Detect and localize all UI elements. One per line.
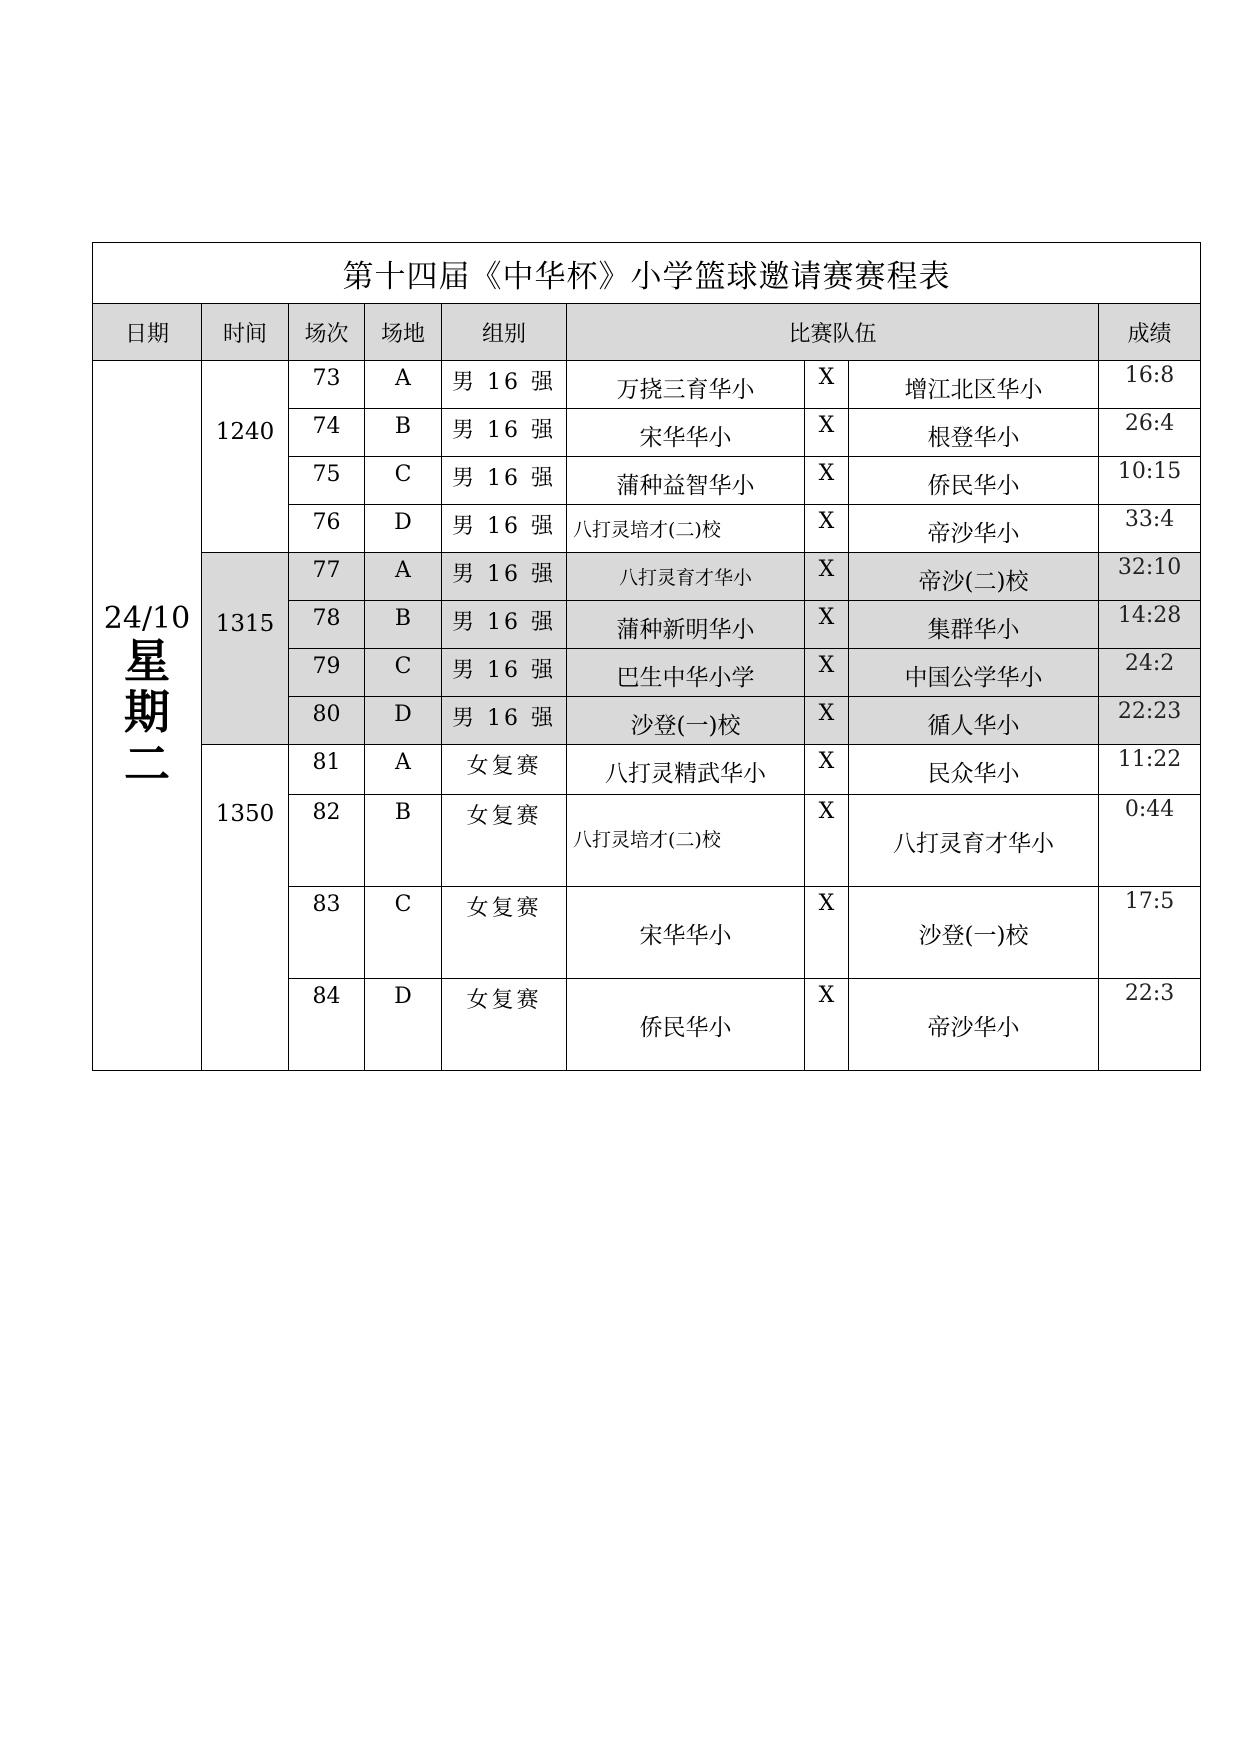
- match-no: 73: [289, 361, 365, 409]
- weekday-char: 星: [124, 633, 170, 688]
- vs-mark: X: [805, 979, 849, 1071]
- group: 男 16 强: [442, 457, 567, 505]
- court: B: [365, 795, 442, 887]
- vs-mark: X: [805, 553, 849, 601]
- score: 0:44: [1099, 795, 1201, 887]
- match-no: 76: [289, 505, 365, 553]
- vs-mark: X: [805, 361, 849, 409]
- vs-mark: X: [805, 409, 849, 457]
- group: 女复赛: [442, 887, 567, 979]
- team-a: 八打灵育才华小: [567, 553, 805, 601]
- table-row: [93, 745, 1201, 795]
- court: A: [365, 745, 442, 795]
- match-no: 74: [289, 409, 365, 457]
- team-a: 八打灵培才(二)校: [567, 505, 805, 553]
- team-b: 民众华小: [849, 745, 1099, 795]
- court: B: [365, 601, 442, 649]
- team-a: 宋华华小: [567, 409, 805, 457]
- court: D: [365, 697, 442, 745]
- vs-mark: X: [805, 601, 849, 649]
- group: 男 16 强: [442, 601, 567, 649]
- header-teams: 比赛队伍: [567, 304, 1099, 361]
- group: 男 16 强: [442, 553, 567, 601]
- group: 男 16 强: [442, 649, 567, 697]
- team-a: 侨民华小: [567, 979, 805, 1071]
- team-a: 巴生中华小学: [567, 649, 805, 697]
- vs-mark: X: [805, 745, 849, 795]
- team-b: 帝沙华小: [849, 979, 1099, 1071]
- court: C: [365, 649, 442, 697]
- weekday-char: 期: [124, 685, 170, 740]
- group: 男 16 强: [442, 697, 567, 745]
- group: 女复赛: [442, 795, 567, 887]
- header-match-no: 场次: [289, 304, 365, 361]
- team-b: 中国公学华小: [849, 649, 1099, 697]
- vs-mark: X: [805, 505, 849, 553]
- header-date: 日期: [93, 304, 202, 361]
- score: 26:4: [1099, 409, 1201, 457]
- team-b: 侨民华小: [849, 457, 1099, 505]
- header-score: 成绩: [1099, 304, 1201, 361]
- vs-mark: X: [805, 649, 849, 697]
- group: 女复赛: [442, 979, 567, 1071]
- match-no: 81: [289, 745, 365, 795]
- court: B: [365, 409, 442, 457]
- vs-mark: X: [805, 795, 849, 887]
- match-no: 78: [289, 601, 365, 649]
- match-no: 79: [289, 649, 365, 697]
- time-slot: 1315: [202, 553, 289, 745]
- group: 男 16 强: [442, 409, 567, 457]
- schedule-title: 第十四届《中华杯》小学篮球邀请赛赛程表: [93, 243, 1201, 304]
- score: 16:8: [1099, 361, 1201, 409]
- team-b: 沙登(一)校: [849, 887, 1099, 979]
- vs-mark: X: [805, 457, 849, 505]
- group: 男 16 强: [442, 361, 567, 409]
- team-a: 八打灵培才(二)校: [567, 795, 805, 887]
- court: D: [365, 505, 442, 553]
- header-row: [93, 304, 1201, 361]
- score: 22:23: [1099, 697, 1201, 745]
- court: A: [365, 361, 442, 409]
- match-no: 80: [289, 697, 365, 745]
- team-b: 循人华小: [849, 697, 1099, 745]
- vs-mark: X: [805, 697, 849, 745]
- score: 14:28: [1099, 601, 1201, 649]
- header-court: 场地: [365, 304, 442, 361]
- team-a: 沙登(一)校: [567, 697, 805, 745]
- vs-mark: X: [805, 887, 849, 979]
- court: D: [365, 979, 442, 1071]
- match-no: 77: [289, 553, 365, 601]
- time-slot: 1240: [202, 361, 289, 553]
- table-row: [93, 553, 1201, 601]
- team-b: 增江北区华小: [849, 361, 1099, 409]
- header-time: 时间: [202, 304, 289, 361]
- score: 22:3: [1099, 979, 1201, 1071]
- score: 17:5: [1099, 887, 1201, 979]
- team-b: 八打灵育才华小: [849, 795, 1099, 887]
- match-no: 84: [289, 979, 365, 1071]
- match-no: 82: [289, 795, 365, 887]
- court: C: [365, 457, 442, 505]
- time-slot: 1350: [202, 745, 289, 1071]
- group: 男 16 强: [442, 505, 567, 553]
- court: C: [365, 887, 442, 979]
- team-a: 八打灵精武华小: [567, 745, 805, 795]
- schedule-table: [92, 242, 1201, 1071]
- team-a: 蒲种益智华小: [567, 457, 805, 505]
- team-b: 帝沙(二)校: [849, 553, 1099, 601]
- score: 11:22: [1099, 745, 1201, 795]
- team-b: 根登华小: [849, 409, 1099, 457]
- weekday-char: 二: [124, 736, 170, 791]
- team-a: 宋华华小: [567, 887, 805, 979]
- team-b: 集群华小: [849, 601, 1099, 649]
- team-b: 帝沙华小: [849, 505, 1099, 553]
- team-a: 蒲种新明华小: [567, 601, 805, 649]
- header-group: 组别: [442, 304, 567, 361]
- score: 10:15: [1099, 457, 1201, 505]
- date-cell: [93, 361, 202, 1071]
- group: 女复赛: [442, 745, 567, 795]
- match-no: 75: [289, 457, 365, 505]
- date-day: 24/10: [103, 600, 191, 636]
- court: A: [365, 553, 442, 601]
- score: 32:10: [1099, 553, 1201, 601]
- match-no: 83: [289, 887, 365, 979]
- table-row: [93, 361, 1201, 409]
- team-a: 万挠三育华小: [567, 361, 805, 409]
- score: 24:2: [1099, 649, 1201, 697]
- score: 33:4: [1099, 505, 1201, 553]
